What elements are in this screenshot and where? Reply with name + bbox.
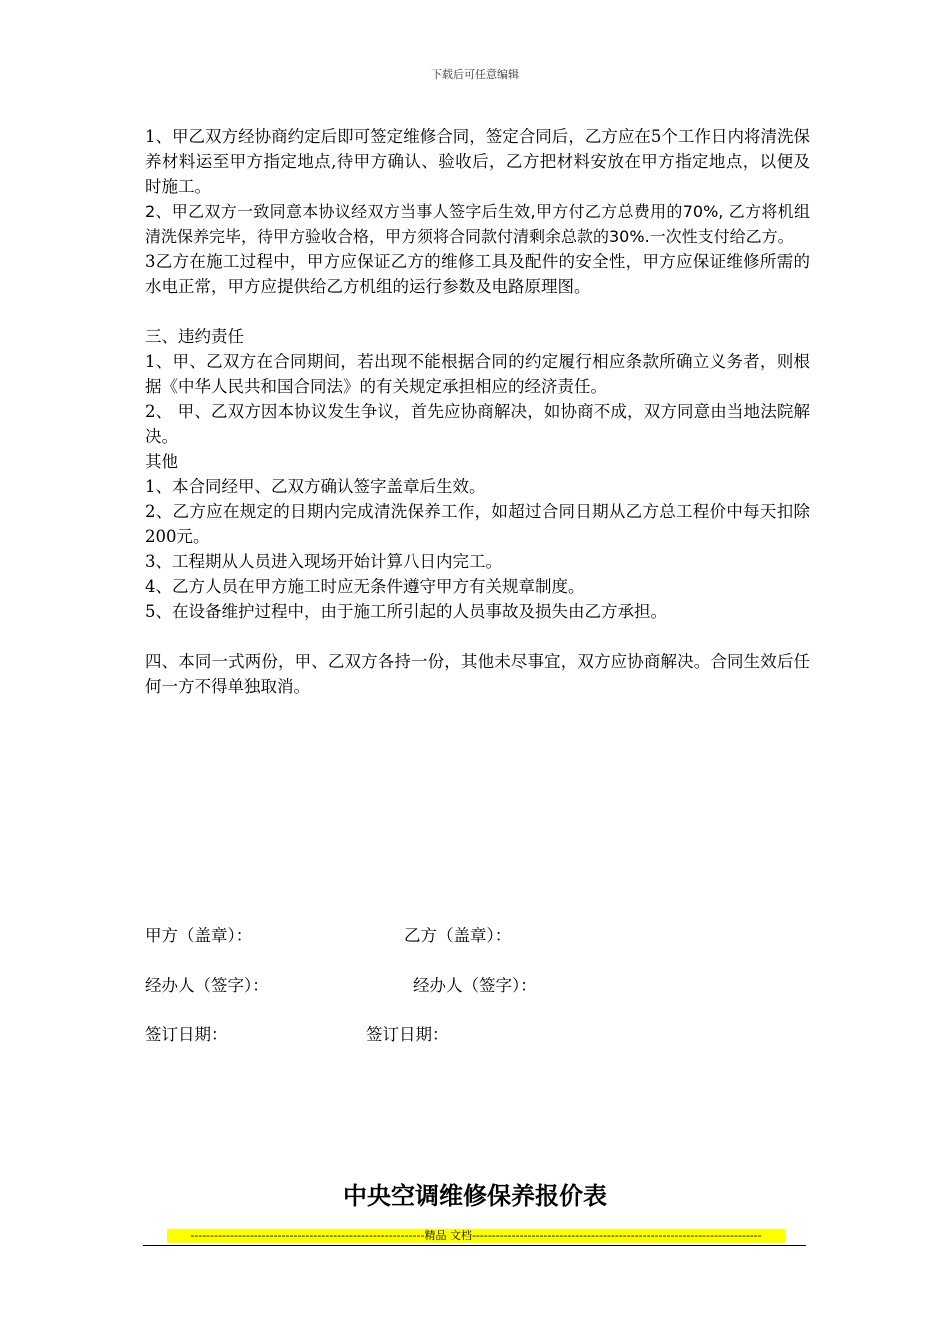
clause-paragraph: 5、在设备维护过程中，由于施工所引起的人员事故及损失由乙方承担。 (145, 602, 667, 621)
contract-body (145, 124, 810, 699)
clause-paragraph: 2、 甲、乙双方因本协议发生争议，首先应协商解决，如协商不成，双方同意由当地法院解决。 (145, 402, 810, 446)
clause-paragraph: 3乙方在施工过程中，甲方应保证乙方的维修工具及配件的安全性，甲方应保证维修所需的水电正常，甲方应提供给乙方机组的运行参数及电路原理图。 (145, 252, 810, 296)
clause-paragraph: 1、甲、乙双方在合同期间，若出现不能根据合同的约定履行相应条款所确立义务者，则根据《中华人民共和国合同法》的有关规定承担相应的经济责任。 (145, 352, 810, 396)
clause-paragraph: 2、甲乙双方一致同意本协议经双方当事人签字后生效,甲方付乙方总费用的70%, 乙方将机组清洗保养完毕，待甲方验收合格，甲方须将合同款付清剩余总款的30%.一次性支付给乙方。 (145, 202, 810, 246)
clause-paragraph: 4、乙方人员在甲方施工时应无条件遵守甲方有关规章制度。 (145, 577, 585, 596)
clause-paragraph: 1、本合同经甲、乙双方确认签字盖章后生效。 (145, 477, 486, 496)
section-heading: 其他 (145, 452, 178, 471)
section-heading: 三、违约责任 (145, 327, 244, 346)
party-a-date-label: 签订日期： (145, 1025, 228, 1044)
clause-paragraph: 3、工程期从人员进入现场开始计算八日内完工。 (145, 552, 502, 571)
footer-divider (143, 1245, 806, 1246)
blank-line (145, 624, 810, 649)
party-b-date-label: 签订日期： (366, 1025, 449, 1044)
clause-paragraph: 2、乙方应在规定的日期内完成清洗保养工作，如超过合同日期从乙方总工程价中每天扣除200元。 (145, 502, 810, 546)
blank-line (145, 299, 810, 324)
footer-watermark: -----------------------------------------------------------精品 文档------------------------------------------------------------------------- (167, 1229, 785, 1243)
clause-paragraph: 四、本同一式两份，甲、乙双方各持一份，其他未尽事宜，双方应协商解决。合同生效后任何一方不得单独取消。 (145, 652, 810, 696)
party-a-agent-label: 经办人（签字）： (145, 976, 269, 995)
header-note: 下载后可任意编辑 (431, 68, 519, 81)
party-b-agent-label: 经办人（签字）： (413, 976, 537, 995)
party-a-seal-label: 甲方（盖章）： (145, 926, 253, 945)
clause-paragraph: 1、甲乙双方经协商约定后即可签定维修合同，签定合同后，乙方应在5个工作日内将清洗保养材料运至甲方指定地点,待甲方确认、验收后，乙方把材料安放在甲方指定地点，以便及时施工。 (145, 127, 810, 196)
party-b-seal-label: 乙方（盖章）： (404, 926, 512, 945)
quotation-title: 中央空调维修保养报价表 (343, 1182, 607, 1210)
